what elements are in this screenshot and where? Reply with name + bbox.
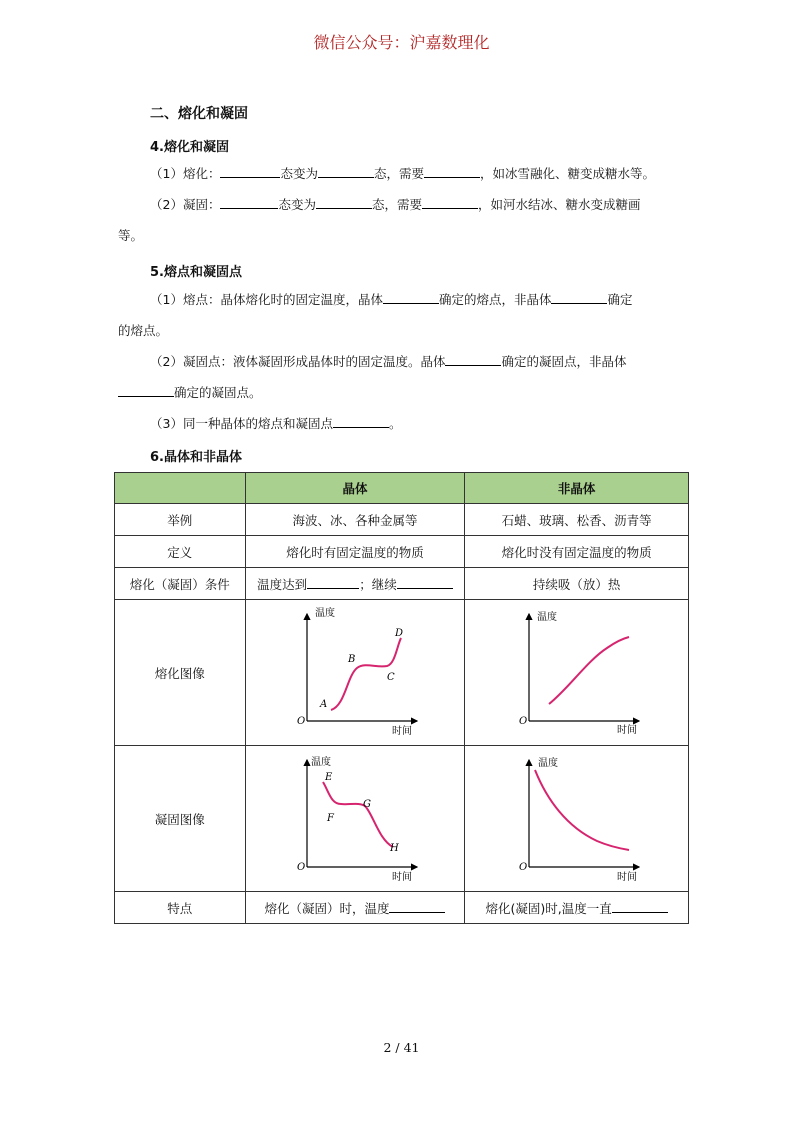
blank [220, 196, 278, 209]
table-row [115, 600, 689, 746]
comparison-table [114, 472, 689, 924]
point-a: A [319, 699, 328, 710]
feat-crystal-text: 熔化（凝固）时，温度 [264, 900, 390, 916]
amorphous-melting-graph-cell [465, 600, 689, 746]
crystal-definition: 熔化时有固定温度的物质 [245, 536, 465, 568]
blank [118, 384, 174, 397]
subsection-5-title: 5.熔点和凝固点 [150, 265, 242, 280]
point-e: E [324, 772, 333, 783]
blank [316, 196, 372, 209]
row-label-solidify-graph: 凝固图像 [115, 746, 246, 892]
amorphous-solidify-graph [507, 752, 647, 882]
line-melting-point [150, 291, 633, 309]
blank [220, 165, 280, 178]
line-melting-point-cont: 的熔点。 [118, 323, 169, 338]
solidify-tail: ，如河水结冰、糖水变成糖画 [477, 197, 641, 212]
point-c: C [386, 672, 395, 683]
amorphous-solidify-graph-cell [465, 746, 689, 892]
table-row [115, 568, 689, 600]
blank [612, 900, 668, 913]
blank [318, 165, 374, 178]
blank [424, 165, 480, 178]
row-label-example: 举例 [115, 504, 246, 536]
crystal-melting-graph-cell [245, 600, 465, 746]
crystal-feature [245, 892, 465, 924]
line-freezing-point [150, 353, 626, 371]
row-label-definition: 定义 [115, 536, 246, 568]
row-label-melting-graph: 熔化图像 [115, 600, 246, 746]
feat-amorphous-text: 熔化(凝固)时,温度一直 [485, 900, 612, 916]
crystal-example: 海波、冰、各种金属等 [245, 504, 465, 536]
blank [383, 291, 439, 304]
solidify-mid2: 态，需要 [371, 197, 422, 212]
fp-lead: （2）凝固点：液体凝固形成晶体时的固定温度。晶体 [150, 354, 446, 369]
melting-tail: ，如冰雪融化、糖变成糖水等。 [479, 166, 655, 181]
blank [445, 353, 501, 366]
blank [389, 900, 445, 913]
fp-cont-text: 确定的凝固点。 [174, 385, 262, 400]
amorphous-example: 石蜡、玻璃、松香、沥青等 [465, 504, 689, 536]
y-axis-label: 温度 [310, 757, 331, 768]
page-header: 微信公众号：沪嘉数理化 [313, 33, 490, 52]
amorphous-condition: 持续吸（放）热 [465, 568, 689, 600]
cond-a: 温度达到 [257, 576, 308, 592]
same-lead: （3）同一种晶体的熔点和凝固点 [150, 416, 333, 431]
y-axis-label: 温度 [537, 758, 558, 769]
point-h: H [389, 843, 399, 854]
section-title: 二、熔化和凝固 [150, 106, 248, 122]
subsection-4-title: 4.熔化和凝固 [150, 140, 229, 155]
x-axis-label: 时间 [391, 726, 412, 736]
crystal-condition [245, 568, 465, 600]
line-same-crystal [150, 415, 401, 433]
header-empty-cell [115, 473, 246, 504]
x-axis-label: 时间 [616, 872, 637, 882]
y-axis-label: 温度 [536, 612, 557, 623]
table-row [115, 504, 689, 536]
amorphous-definition: 熔化时没有固定温度的物质 [465, 536, 689, 568]
page-number: 2 / 41 [383, 1040, 420, 1055]
solidify-lead: （2）凝固： [150, 197, 221, 212]
mp-tail: 确定 [607, 292, 633, 307]
mp-lead: （1）熔点：晶体熔化时的固定温度，晶体 [150, 292, 383, 307]
blank [422, 196, 478, 209]
line-freezing-point-cont [118, 384, 262, 402]
row-label-condition: 熔化（凝固）条件 [115, 568, 246, 600]
cond-b: ；继续 [359, 576, 397, 592]
amorphous-melting-graph [507, 606, 647, 736]
subsection-6-title: 6.晶体和非晶体 [150, 450, 242, 465]
table-row [115, 746, 689, 892]
blank [397, 576, 453, 589]
x-axis-label: 时间 [616, 725, 637, 736]
origin-label: O [518, 862, 527, 873]
melting-lead: （1）熔化： [150, 166, 221, 181]
crystal-solidify-graph [285, 752, 425, 882]
solidify-curve [535, 770, 629, 850]
table-header-row [115, 473, 689, 504]
blank [307, 576, 359, 589]
fp-tail: 确定的凝固点，非晶体 [501, 354, 627, 369]
origin-label: O [296, 716, 306, 727]
same-tail: 。 [388, 416, 402, 431]
y-axis-label: 温度 [314, 608, 335, 619]
header-crystal: 晶体 [245, 473, 465, 504]
melting-mid2: 态，需要 [373, 166, 424, 181]
table-row [115, 892, 689, 924]
melting-mid1: 态变为 [280, 166, 318, 181]
line-solidify [150, 196, 641, 214]
blank [333, 415, 389, 428]
crystal-melting-graph [285, 606, 425, 736]
melting-curve [549, 637, 629, 704]
point-g: G [362, 799, 371, 810]
point-f: F [326, 813, 334, 824]
header-amorphous: 非晶体 [465, 473, 689, 504]
x-axis-label: 时间 [391, 872, 412, 882]
line-melting [150, 165, 655, 183]
table-row [115, 536, 689, 568]
solidify-mid1: 态变为 [278, 197, 316, 212]
origin-label: O [518, 716, 527, 727]
origin-label: O [296, 862, 306, 873]
mp-mid: 确定的熔点，非晶体 [438, 292, 552, 307]
row-label-feature: 特点 [115, 892, 246, 924]
line-solidify-cont: 等。 [118, 228, 144, 243]
crystal-solidify-graph-cell [245, 746, 465, 892]
blank [551, 291, 607, 304]
point-b: B [347, 654, 356, 665]
amorphous-feature [465, 892, 689, 924]
point-d: D [394, 628, 403, 639]
